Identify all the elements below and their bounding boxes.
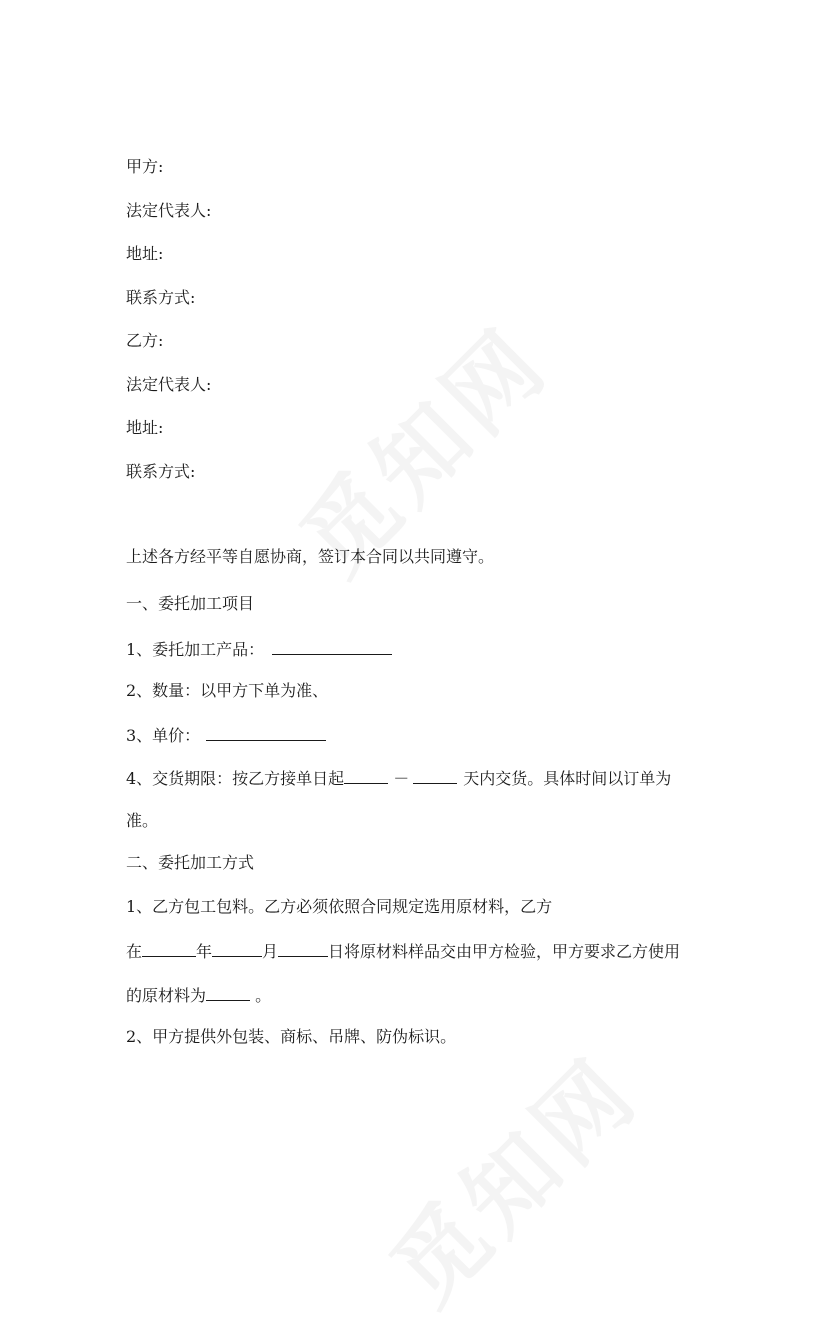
party-b-contact-label: 联系方式: xyxy=(126,462,196,481)
party-a-contact-label: 联系方式: xyxy=(126,288,196,307)
days-to-blank xyxy=(413,767,457,784)
section-1-heading: 一、委托加工项目 xyxy=(126,594,255,613)
product-blank xyxy=(272,638,392,655)
item-1-end: 。 xyxy=(250,986,272,1005)
section-2-heading: 二、委托加工方式 xyxy=(126,853,255,872)
section-1-item-4 xyxy=(126,767,671,789)
item-1-material-prefix: 的原材料为 xyxy=(126,986,207,1005)
section-2-item-1-line-3 xyxy=(126,984,271,1006)
month-blank xyxy=(212,940,262,957)
party-b-rep-label: 法定代表人: xyxy=(126,375,212,394)
watermark-bottom xyxy=(357,1023,662,1328)
section-2-item-1-line-2 xyxy=(126,940,680,962)
item-1-rest: 日将原材料样品交由甲方检验，甲方要求乙方使用 xyxy=(328,942,681,961)
item-4-dash: － xyxy=(388,769,410,788)
item-4-text-c: 天内交货。具体时间以订单为 xyxy=(463,769,672,788)
party-b-label: 乙方: xyxy=(126,331,164,350)
party-a-label: 甲方: xyxy=(126,157,164,176)
price-blank xyxy=(206,724,326,741)
party-a-rep-label: 法定代表人: xyxy=(126,201,212,220)
party-b-address-label: 地址: xyxy=(126,418,164,437)
section-1-item-1 xyxy=(126,638,392,660)
item-1-label: 1、委托加工产品： xyxy=(126,640,265,659)
intro-paragraph: 上述各方经平等自愿协商，签订本合同以共同遵守。 xyxy=(126,547,495,566)
section-1-item-3 xyxy=(126,724,326,746)
item-1-prefix: 在 xyxy=(126,942,143,961)
section-2-item-2: 2、甲方提供外包装、商标、吊牌、防伪标识。 xyxy=(126,1027,457,1046)
days-from-blank xyxy=(344,767,388,784)
item-3-label: 3、单价： xyxy=(126,726,201,745)
day-blank xyxy=(278,940,328,957)
section-1-item-2: 2、数量：以甲方下单为准、 xyxy=(126,681,329,700)
year-blank xyxy=(142,940,196,957)
month-label: 月 xyxy=(262,942,279,961)
material-blank xyxy=(206,984,250,1001)
section-1-item-4-cont: 准。 xyxy=(126,811,159,830)
item-4-text-a: 4、交货期限：按乙方接单日起 xyxy=(126,769,345,788)
party-a-address-label: 地址: xyxy=(126,244,164,263)
year-label: 年 xyxy=(196,942,213,961)
section-2-item-1: 1、乙方包工包料。乙方必须依照合同规定选用原材料，乙方 xyxy=(126,897,553,916)
